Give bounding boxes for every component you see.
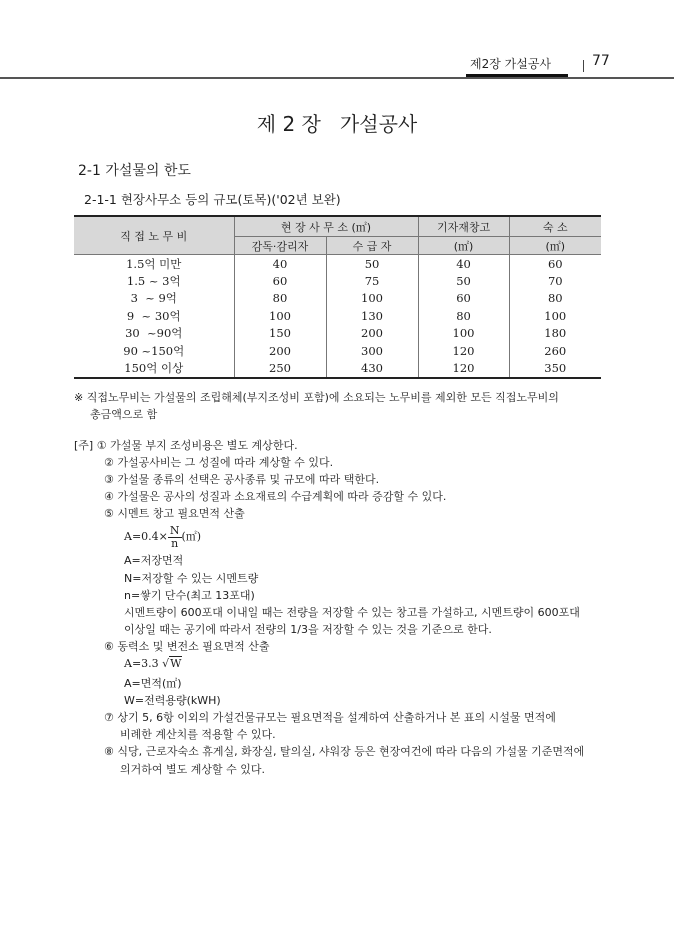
table-cell: 60 xyxy=(509,255,601,273)
table-cell: 120 xyxy=(418,359,509,377)
table-footnote xyxy=(74,389,604,423)
note-4: ④ 가설물은 공사의 성질과 소요재료의 수급계획에 따라 증감할 수 있다. xyxy=(104,490,447,504)
cement-storage-text: 이상일 때는 공기에 따라서 전량의 1/3을 저장할 수 있는 것을 기준으로 한다. xyxy=(124,622,492,636)
note-8: ⑧ 식당, 근로자숙소 휴게실, 화장실, 탈의실, 샤워장 등은 현장여건에 따라 다음의 가설물 기준면적에 xyxy=(104,745,585,759)
table-row xyxy=(74,272,601,289)
table-cell: 60 xyxy=(234,272,326,289)
sqrt-icon: √ xyxy=(162,657,170,671)
formula-def-a: A=저장면적 xyxy=(124,554,184,568)
table-cell: 200 xyxy=(326,325,418,342)
header-chapter-tab: 제2장 가설공사 xyxy=(470,57,552,71)
table-cell: 1.5 ~ 3억 xyxy=(74,272,234,289)
table-cell: 120 xyxy=(418,342,509,359)
subsection-heading: 2-1-1 현장사무소 등의 규모(토목)('02년 보완) xyxy=(84,192,341,207)
table-row xyxy=(74,342,601,359)
note-5: ⑤ 시멘트 창고 필요면적 산출 xyxy=(104,507,245,521)
header-tab-underline xyxy=(466,74,568,77)
table-cell: 80 xyxy=(509,290,601,307)
note-7-cont: 비례한 계산치를 적용할 수 있다. xyxy=(120,728,276,742)
formula-def-a: A=면적(㎡) xyxy=(124,677,182,691)
table-cell: 60 xyxy=(418,290,509,307)
table-cell: 150억 이상 xyxy=(74,359,234,377)
table-cell: 260 xyxy=(509,342,601,359)
table-row xyxy=(74,325,601,342)
table-cell: 30 ~90억 xyxy=(74,325,234,342)
note-1: [주] ① 가설물 부지 조성비용은 별도 계상한다. xyxy=(74,439,298,452)
table-cell: 150 xyxy=(234,325,326,342)
formula-unit: (㎡) xyxy=(181,530,202,544)
table-cell: 80 xyxy=(418,307,509,324)
page-number: 77 xyxy=(592,53,610,69)
table-row xyxy=(74,290,601,307)
table-cell: 9 ~ 30억 xyxy=(74,307,234,324)
header-supervisor: 감독·감리자 xyxy=(234,237,326,255)
section-heading: 2-1 가설물의 한도 xyxy=(78,163,191,179)
header-direct-cost: 직 접 노 무 비 xyxy=(74,216,234,255)
table-cell: 40 xyxy=(418,255,509,273)
formula-prefix: A=0.4× xyxy=(124,530,168,544)
table-cell: 90 ~150억 xyxy=(74,342,234,359)
header-contractor: 수 급 자 xyxy=(326,237,418,255)
table-cell: 250 xyxy=(234,359,326,377)
cement-formula xyxy=(74,522,614,552)
formula-prefix: A=3.3 xyxy=(124,657,159,671)
site-office-size-table xyxy=(74,215,601,379)
table-cell: 1.5억 미만 xyxy=(74,255,234,273)
cement-storage-text: 시멘트량이 600포대 이내일 때는 전량을 저장할 수 있는 창고를 가설하고, 시멘트량이 600포대 xyxy=(124,605,580,619)
table-cell: 100 xyxy=(509,307,601,324)
chapter-title: 제 2 장 가설공사 xyxy=(256,112,418,136)
formula-fraction xyxy=(168,525,182,550)
formula-def-n: N=저장할 수 있는 시멘트량 xyxy=(124,571,259,585)
notes-list xyxy=(74,437,614,778)
header-storage: 기자재창고 xyxy=(418,216,509,237)
header-separator xyxy=(583,60,584,72)
table-cell: 200 xyxy=(234,342,326,359)
note-7: ⑦ 상기 5, 6항 이외의 가설건물규모는 필요면적을 설계하여 산출하거나 본 표의 시설물 면적에 xyxy=(104,711,556,725)
table-cell: 70 xyxy=(509,272,601,289)
table-cell: 180 xyxy=(509,325,601,342)
table-cell: 3 ~ 9억 xyxy=(74,290,234,307)
table-cell: 100 xyxy=(418,325,509,342)
table-cell: 130 xyxy=(326,307,418,324)
formula-def-small-n: n=쌓기 단수(최고 13포대) xyxy=(124,588,255,602)
header-site-office: 현 장 사 무 소 (㎡) xyxy=(234,216,418,237)
fraction-denominator: n xyxy=(171,536,179,550)
fraction-numerator: N xyxy=(169,523,180,537)
header-lodging-unit: (㎡) xyxy=(509,237,601,255)
table-cell: 100 xyxy=(234,307,326,324)
note-3: ③ 가설물 종류의 선택은 공사종류 및 규모에 따라 택한다. xyxy=(104,473,380,487)
note-6: ⑥ 동력소 및 변전소 필요면적 산출 xyxy=(104,639,270,653)
table-cell: 300 xyxy=(326,342,418,359)
footnote-line: 총금액으로 함 xyxy=(90,408,158,421)
table-cell: 100 xyxy=(326,290,418,307)
table-row xyxy=(74,255,601,273)
note-2: ② 가설공사비는 그 성질에 따라 계상할 수 있다. xyxy=(104,456,334,470)
note-8-cont: 의거하여 별도 계상할 수 있다. xyxy=(120,762,265,776)
power-formula xyxy=(74,655,614,675)
footnote-line: ※ 직접노무비는 가설물의 조립해체(부지조성비 포함)에 소요되는 노무비를 제외한 모든 직접노무비의 xyxy=(74,391,559,404)
header-rule xyxy=(0,77,674,79)
formula-radicand: W xyxy=(170,657,182,671)
table-cell: 80 xyxy=(234,290,326,307)
table-cell: 430 xyxy=(326,359,418,377)
table-row xyxy=(74,359,601,377)
header-lodging: 숙 소 xyxy=(509,216,601,237)
table-cell: 75 xyxy=(326,272,418,289)
header-storage-unit: (㎡) xyxy=(418,237,509,255)
table-cell: 50 xyxy=(326,255,418,273)
table-cell: 40 xyxy=(234,255,326,273)
formula-def-w: W=전력용량(kWH) xyxy=(124,694,221,708)
table-row xyxy=(74,307,601,324)
table-cell: 50 xyxy=(418,272,509,289)
table-cell: 350 xyxy=(509,359,601,377)
